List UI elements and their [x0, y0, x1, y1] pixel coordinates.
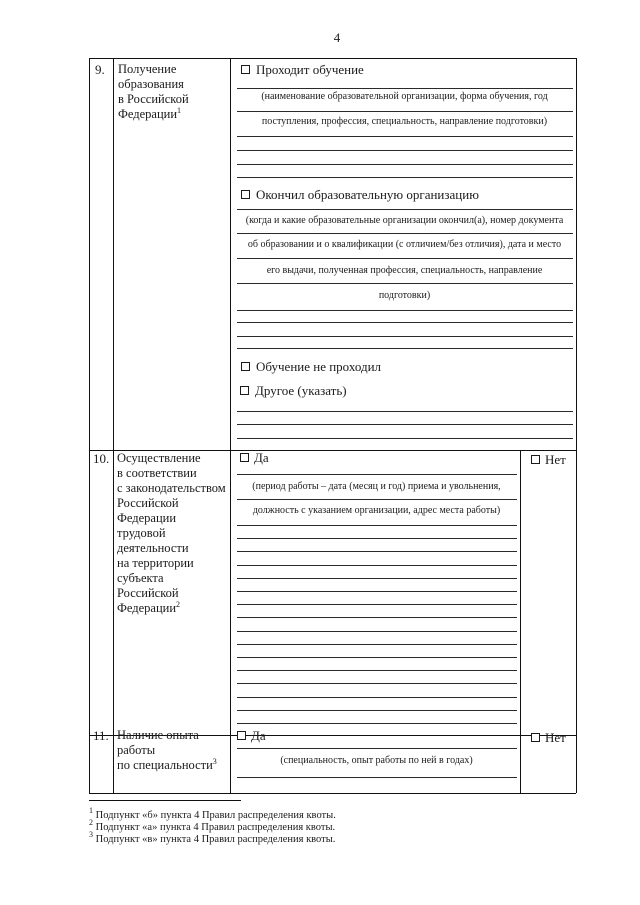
row-number: 10.	[93, 451, 110, 466]
label-line-text: по специальности	[117, 758, 213, 772]
label-line	[117, 601, 226, 616]
label-line: в Российской	[118, 92, 189, 106]
table-left-border	[89, 58, 90, 793]
table-bottom-border	[89, 793, 576, 794]
fill-line[interactable]	[237, 697, 517, 698]
option-no-label: Нет	[545, 730, 566, 745]
label-line: Получение	[118, 62, 177, 76]
table-top-border	[89, 58, 576, 59]
footnote	[89, 818, 336, 834]
column-divider	[230, 58, 231, 793]
fill-line[interactable]	[237, 777, 517, 778]
fill-line[interactable]	[237, 631, 517, 632]
fill-line[interactable]	[237, 617, 517, 618]
footnote	[89, 830, 336, 846]
fill-line[interactable]	[237, 565, 517, 566]
label-line	[117, 758, 217, 773]
row-label	[117, 451, 226, 616]
fill-line[interactable]	[237, 499, 517, 500]
fill-line[interactable]	[237, 538, 517, 539]
option-not-studied-label: Обучение не проходил	[256, 359, 382, 374]
fill-line[interactable]	[237, 670, 517, 671]
fill-line[interactable]	[237, 710, 517, 711]
option-other-label: Другое (указать)	[255, 383, 347, 398]
field-hint: его выдачи, полученная профессия, специальность, направление	[266, 265, 543, 276]
label-line: Российской	[117, 496, 179, 510]
fill-line[interactable]	[237, 438, 573, 439]
label-line: с законодательством	[117, 481, 226, 495]
fill-line[interactable]	[237, 310, 573, 311]
label-line: работы	[117, 743, 156, 757]
field-hint: (когда и какие образовательные организации окончил(а), номер документа	[245, 215, 564, 226]
label-line	[118, 107, 189, 122]
checkbox-studying[interactable]	[241, 65, 250, 74]
fill-line[interactable]	[237, 111, 573, 112]
option-graduated-label: Окончил образовательную организацию	[256, 187, 479, 202]
fill-line[interactable]	[237, 657, 517, 658]
row-label	[118, 62, 189, 122]
footnote-separator	[89, 800, 241, 801]
field-hint: поступления, профессия, специальность, направление подготовки)	[261, 116, 548, 127]
footnote-mark: 2	[89, 818, 93, 827]
row-number: 11.	[93, 728, 109, 743]
fill-line[interactable]	[237, 644, 517, 645]
label-line: Осуществление	[117, 451, 201, 465]
label-line: в соответствии	[117, 466, 197, 480]
fill-line[interactable]	[237, 723, 517, 724]
fill-line[interactable]	[237, 88, 573, 89]
label-line: образования	[118, 77, 184, 91]
option-yes-label: Да	[254, 450, 269, 465]
fill-line[interactable]	[237, 322, 573, 323]
label-line-text: Федерации	[117, 601, 177, 615]
table-right-border	[576, 58, 577, 793]
field-hint: об образовании и о квалификации (с отличием/без отличия), дата и место	[247, 239, 562, 250]
column-divider	[520, 450, 521, 793]
fill-line[interactable]	[237, 578, 517, 579]
option-yes-label: Да	[251, 728, 266, 743]
fill-line[interactable]	[237, 748, 517, 749]
fill-line[interactable]	[237, 209, 573, 210]
row-label	[117, 728, 217, 773]
checkbox-other[interactable]	[240, 386, 249, 395]
footnote-text: Подпункт «в» пункта 4 Правил распределения квоты.	[95, 834, 336, 845]
field-hint: должность с указанием организации, адрес места работы)	[252, 505, 501, 516]
field-hint: подготовки)	[378, 290, 431, 301]
footnote-text: Подпункт «а» пункта 4 Правил распределения квоты.	[95, 822, 336, 833]
fill-line[interactable]	[237, 177, 573, 178]
fill-line[interactable]	[237, 258, 573, 259]
label-line: Наличие опыта	[117, 728, 199, 742]
footnote-ref: 2	[176, 600, 181, 609]
fill-line[interactable]	[237, 551, 517, 552]
footnote-mark: 3	[89, 830, 93, 839]
checkbox-no[interactable]	[531, 733, 540, 742]
footnote	[89, 806, 336, 822]
label-line: Российской	[117, 586, 179, 600]
fill-line[interactable]	[237, 136, 573, 137]
field-hint: (специальность, опыт работы по ней в годах)	[280, 755, 473, 766]
label-line: деятельности	[117, 541, 189, 555]
fill-line[interactable]	[237, 604, 517, 605]
fill-line[interactable]	[237, 283, 573, 284]
checkbox-no[interactable]	[531, 455, 540, 464]
label-line: субъекта	[117, 571, 164, 585]
label-line: трудовой	[117, 526, 166, 540]
fill-line[interactable]	[237, 336, 573, 337]
option-studying-label: Проходит обучение	[256, 62, 364, 77]
field-hint: (период работы – дата (месяц и год) приема и увольнения,	[252, 481, 501, 492]
fill-line[interactable]	[237, 683, 517, 684]
checkbox-graduated[interactable]	[241, 190, 250, 199]
option-no-label: Нет	[545, 452, 566, 467]
footnote-mark: 1	[89, 806, 93, 815]
footnote-ref: 3	[212, 757, 217, 766]
label-line-text: Федерации	[118, 107, 178, 121]
fill-line[interactable]	[237, 525, 517, 526]
page-number: 4	[333, 30, 341, 45]
row-number: 9.	[95, 62, 105, 77]
fill-line[interactable]	[237, 591, 517, 592]
checkbox-yes[interactable]	[237, 731, 246, 740]
checkbox-not-studied[interactable]	[241, 362, 250, 371]
fill-line[interactable]	[237, 233, 573, 234]
fill-line[interactable]	[237, 411, 573, 412]
fill-line[interactable]	[237, 150, 573, 151]
checkbox-yes[interactable]	[240, 453, 249, 462]
fill-line[interactable]	[237, 164, 573, 165]
footnote-ref: 1	[177, 106, 182, 115]
label-line: на территории	[117, 556, 194, 570]
fill-line[interactable]	[237, 348, 573, 349]
column-divider	[113, 58, 114, 793]
label-line: Федерации	[117, 511, 177, 525]
fill-line[interactable]	[237, 424, 573, 425]
footnote-text: Подпункт «б» пункта 4 Правил распределения квоты.	[95, 810, 336, 821]
field-hint: (наименование образовательной организации, форма обучения, год	[261, 91, 548, 102]
fill-line[interactable]	[237, 474, 517, 475]
